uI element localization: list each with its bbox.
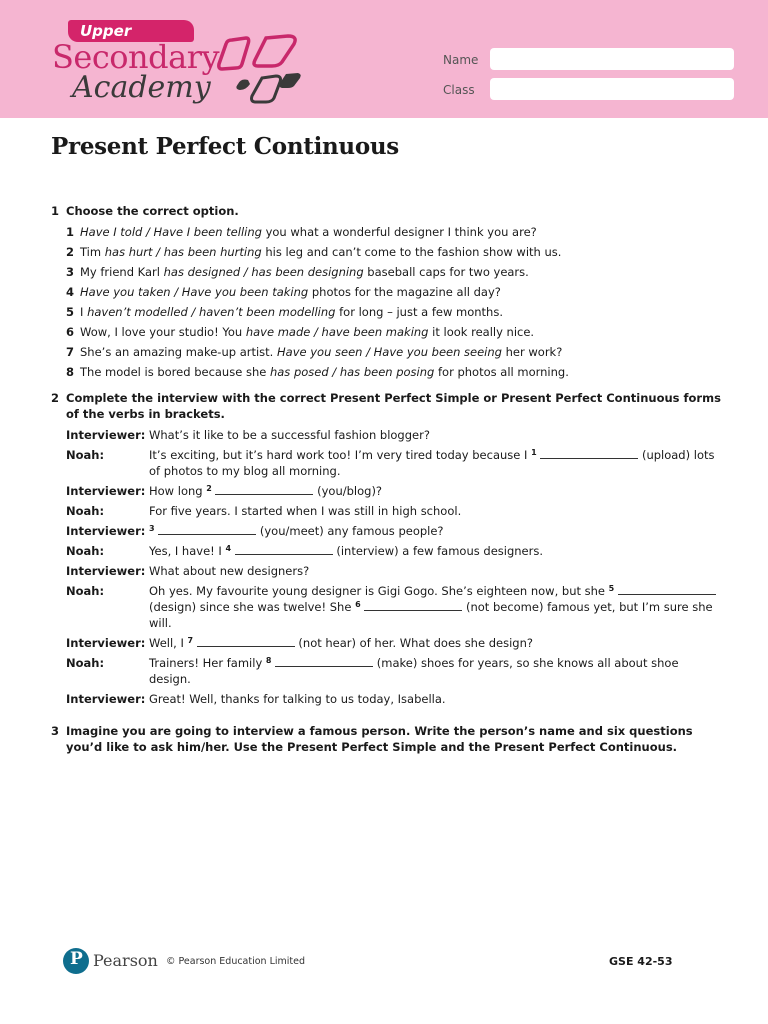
gap-number: 2 [206, 484, 212, 493]
item-number: 4 [66, 285, 75, 299]
gap-number: 5 [608, 584, 615, 593]
answer-options[interactable]: has designed / has been designing [163, 265, 364, 279]
text-segment: (design) since she was twelve! She [149, 600, 356, 614]
text-segment: her work? [501, 345, 563, 359]
section-number: 3 [51, 724, 60, 738]
item-number: 3 [66, 265, 75, 279]
speaker-label: Interviewer: [66, 428, 146, 442]
dialog-line [149, 483, 721, 499]
gap-number: 6 [355, 600, 361, 609]
dialog-line [149, 523, 721, 539]
dialog-line [149, 427, 721, 443]
list-item [66, 322, 721, 342]
speaker-label: Noah: [66, 584, 105, 598]
item-sentence [80, 222, 537, 242]
answer-options[interactable]: have made / have been making [245, 325, 429, 339]
brand-line2: Academy [72, 70, 211, 105]
text-segment: (you/blog)? [313, 484, 383, 498]
dialog-row [66, 483, 721, 499]
answer-blank[interactable] [197, 636, 295, 647]
dialog-line [149, 543, 721, 559]
text-segment: Yes, I have! I [149, 544, 226, 558]
item-sentence [80, 362, 569, 382]
text-segment: his leg and can’t come to the fashion show with us. [261, 245, 562, 259]
text-segment: What about new designers? [149, 564, 310, 578]
list-item [66, 222, 721, 242]
pearson-logo-letter: P [70, 949, 83, 969]
text-segment: Wow, I love your studio! You [80, 325, 246, 339]
text-segment: Trainers! Her family [149, 656, 266, 670]
speaker-label: Interviewer: [66, 564, 146, 578]
text-segment: for photos all morning. [434, 365, 569, 379]
item-number: 2 [66, 245, 75, 259]
dialog-line [149, 447, 721, 479]
item-sentence [80, 262, 529, 282]
class-field[interactable] [490, 78, 734, 100]
speaker-label: Interviewer: [66, 636, 146, 650]
text-segment: (interview) a few famous designers. [332, 544, 544, 558]
dialog-row [66, 691, 721, 707]
speaker-label: Noah: [66, 448, 105, 462]
item-sentence [80, 302, 503, 322]
gap-number: 3 [149, 524, 155, 533]
name-label: Name [443, 53, 479, 67]
option-list [66, 222, 721, 382]
text-segment: Tim [80, 245, 105, 259]
answer-options[interactable]: has posed / has been posing [269, 365, 435, 379]
gap-number: 7 [187, 636, 194, 645]
list-item [66, 282, 721, 302]
speaker-label: Interviewer: [66, 484, 146, 498]
speaker-label: Noah: [66, 504, 105, 518]
item-sentence [80, 322, 534, 342]
answer-options[interactable]: Have you seen / Have you been seeing [277, 345, 502, 359]
list-item [66, 302, 721, 322]
answer-blank[interactable] [364, 600, 462, 611]
answer-blank[interactable] [215, 484, 313, 495]
page-title: Present Perfect Continuous [51, 133, 399, 160]
speaker-label: Noah: [66, 656, 105, 670]
dialog-line [149, 583, 721, 631]
list-item [66, 342, 721, 362]
speaker-label: Interviewer: [66, 692, 146, 706]
item-number: 5 [66, 305, 75, 319]
dialog-row [66, 583, 721, 631]
dialog-line [149, 691, 721, 707]
text-segment: It’s exciting, but it’s hard work too! I’m very tired today because I [149, 448, 532, 462]
section-1-instruction [51, 203, 721, 219]
list-item [66, 362, 721, 382]
brand-upper-text: Upper [80, 22, 132, 40]
text-segment: My friend Karl [80, 265, 164, 279]
section-number: 2 [51, 391, 60, 405]
text-segment: She’s an amazing make-up artist. [80, 345, 277, 359]
interview-dialog [66, 427, 721, 707]
text-segment: (not become) famous yet, but I’m sure she will. [149, 600, 713, 630]
pearson-brand: Pearson [93, 951, 158, 970]
item-number: 6 [66, 325, 75, 339]
speaker-label: Noah: [66, 544, 105, 558]
dialog-row [66, 503, 721, 519]
page-header [0, 0, 768, 118]
text-segment: you what a wonderful designer I think you are? [261, 225, 537, 239]
item-number: 1 [66, 225, 75, 239]
text-segment: (not hear) of her. What does she design? [294, 636, 533, 650]
answer-options[interactable]: Have you taken / Have you been taking [80, 285, 309, 299]
instruction-text: Choose the correct option. [66, 204, 239, 218]
dialog-row [66, 523, 721, 539]
section-3 [51, 723, 721, 755]
text-segment: Well, I [149, 636, 188, 650]
gap-number: 1 [531, 448, 537, 457]
text-segment: for long – just a few months. [335, 305, 503, 319]
text-segment: it look really nice. [428, 325, 535, 339]
dialog-row [66, 543, 721, 559]
text-segment: (you/meet) any famous people? [256, 524, 444, 538]
answer-options[interactable]: has hurt / has been hurting [104, 245, 262, 259]
text-segment: I [80, 305, 88, 319]
gap-number: 8 [265, 656, 272, 665]
name-field[interactable] [490, 48, 734, 70]
section-number: 1 [51, 204, 60, 218]
gse-range: GSE 42-53 [609, 955, 673, 968]
dialog-row [66, 447, 721, 479]
item-sentence [80, 242, 561, 262]
instruction-text: Complete the interview with the correct Present Perfect Simple or Present Perfect Continuous forms of the verbs in brackets. [66, 391, 721, 421]
text-segment: For five years. I started when I was still in high school. [149, 504, 462, 518]
dialog-row [66, 427, 721, 443]
text-segment: What’s it like to be a successful fashion blogger? [149, 428, 430, 442]
dialog-row [66, 563, 721, 579]
section-3-instruction [51, 723, 721, 755]
text-segment: (make) shoes for years, so she knows all about shoe design. [149, 656, 679, 686]
section-2 [51, 390, 721, 707]
text-segment: The model is bored because she [80, 365, 270, 379]
list-item [66, 262, 721, 282]
dialog-row [66, 655, 721, 687]
answer-blank[interactable] [158, 524, 256, 535]
answer-blank[interactable] [540, 448, 638, 459]
brand-logo [50, 18, 310, 113]
answer-blank[interactable] [235, 544, 333, 555]
section-2-instruction [51, 390, 721, 422]
dialog-line [149, 655, 721, 687]
item-number: 8 [66, 365, 75, 379]
copyright-text: © Pearson Education Limited [166, 956, 306, 967]
speaker-label: Interviewer: [66, 524, 146, 538]
answer-blank[interactable] [275, 656, 373, 667]
answer-options[interactable]: haven’t modelled / haven’t been modelling [87, 305, 336, 319]
section-1 [51, 203, 721, 382]
gap-number: 4 [225, 544, 232, 553]
dialog-line [149, 503, 721, 519]
instruction-text: Imagine you are going to interview a famous person. Write the person’s name and six questions you’d like to ask him/her. Use the Present Perfect Simple and the Present Perfect Continuous. [66, 724, 693, 754]
class-label: Class [443, 83, 475, 97]
item-sentence [80, 342, 562, 362]
text-segment: Oh yes. My favourite young designer is Gigi Gogo. She’s eighteen now, but she [149, 584, 609, 598]
text-segment: How long [149, 484, 207, 498]
dialog-line [149, 563, 721, 579]
list-item [66, 242, 721, 262]
item-number: 7 [66, 345, 75, 359]
brand-shapes-icon [210, 28, 306, 110]
dialog-line [149, 635, 721, 651]
text-segment: Great! Well, thanks for talking to us today, Isabella. [149, 692, 446, 706]
worksheet-content [51, 203, 721, 755]
text-segment: (upload) lots of photos to my blog all morning. [149, 448, 715, 478]
brand-line1: Secondary [52, 38, 220, 76]
text-segment: baseball caps for two years. [363, 265, 529, 279]
answer-options[interactable]: Have I told / Have I been telling [80, 225, 262, 239]
dialog-row [66, 635, 721, 651]
item-sentence [80, 282, 501, 302]
text-segment: photos for the magazine all day? [308, 285, 501, 299]
answer-blank[interactable] [618, 584, 716, 595]
